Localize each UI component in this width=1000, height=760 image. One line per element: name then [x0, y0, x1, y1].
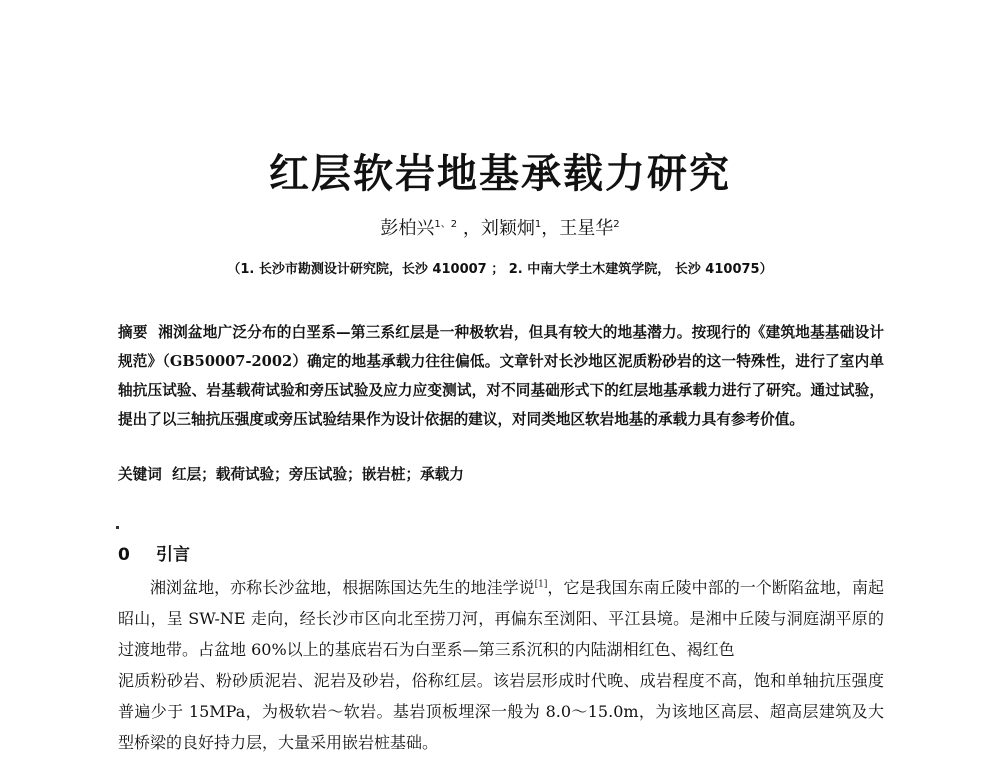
author-separator: ，: [541, 218, 560, 239]
author-name: 王星华: [559, 218, 614, 239]
citation-ref[interactable]: [1]: [534, 579, 548, 590]
keywords-label: 关键词: [118, 466, 162, 483]
keywords-text: 红层；载荷试验；旁压试验；嵌岩桩；承载力: [171, 466, 464, 483]
keywords: [118, 460, 884, 489]
paper-title: 红层软岩地基承载力研究: [269, 151, 731, 197]
author-name: 彭柏兴: [380, 218, 435, 239]
author-affil-mark: 2: [613, 219, 620, 230]
abstract-text: 湘浏盆地广泛分布的白垩系—第三系红层是一种极软岩，但具有较大的地基潜力。按现行的《建筑地基基础设计规范》（GB50007-2002）确定的地基承载力往往偏低。文章针对长沙地区泥质粉砂岩的这一特殊性，进行了室内单轴抗压试验、岩基载荷试验和旁压试验及应力应变测试，对不同基础形式下的红层地基承载力进行了研究。通过试验，提出了以三轴抗压强度或旁压试验结果作为设计依据的建议，对同类地区软岩地基的承载力具有参考价值。: [118, 324, 884, 428]
margin-mark: [116, 526, 119, 529]
body-paragraph: 泥质粉砂岩、粉砂质泥岩、泥岩及砂岩，俗称红层。该岩层形成时代晚、成岩程度不高，饱和单轴抗压强度普遍少于 15MPa，为极软岩～软岩。基岩顶板埋深一般为 8.0～15.0m，为该地区高层、超高层建筑及大型桥梁的良好持力层，大量采用嵌岩桩基础。: [118, 671, 884, 752]
section-title: 引言: [156, 545, 190, 565]
paragraph-text: 湘浏盆地，亦称长沙盆地，根据陈国达先生的地洼学说: [150, 578, 535, 597]
author-affil-mark: 1: [534, 219, 542, 230]
author-name: 刘颖炯: [480, 218, 535, 239]
abstract-label: 摘要: [118, 324, 148, 341]
section-number: 0: [118, 545, 130, 565]
affiliation-line: （1. 长沙市勘测设计研究院，长沙 410007 ； 2. 中南大学土木建筑学院， 长沙 410075）: [227, 262, 773, 277]
body-paragraph: [118, 572, 884, 665]
author-line: [0, 214, 1000, 240]
body-text: [118, 572, 884, 758]
author-separator: ，: [457, 218, 481, 239]
paragraph-text: ，它是我国东南丘陵中部的一个断陷盆地，南起昭山，呈 SW-NE 走向，经长沙市区向北至捞刀河，再偏东至浏阳、平江县境。是湘中丘陵与洞庭湖平原的过渡地带。占盆地 60%以上的基底岩石为白垩系—第三系沉积的内陆湖相红色、褐红色: [118, 578, 884, 659]
abstract: [118, 318, 884, 434]
author-affil-mark: 1、2: [434, 219, 458, 230]
section-heading: [118, 540, 190, 565]
